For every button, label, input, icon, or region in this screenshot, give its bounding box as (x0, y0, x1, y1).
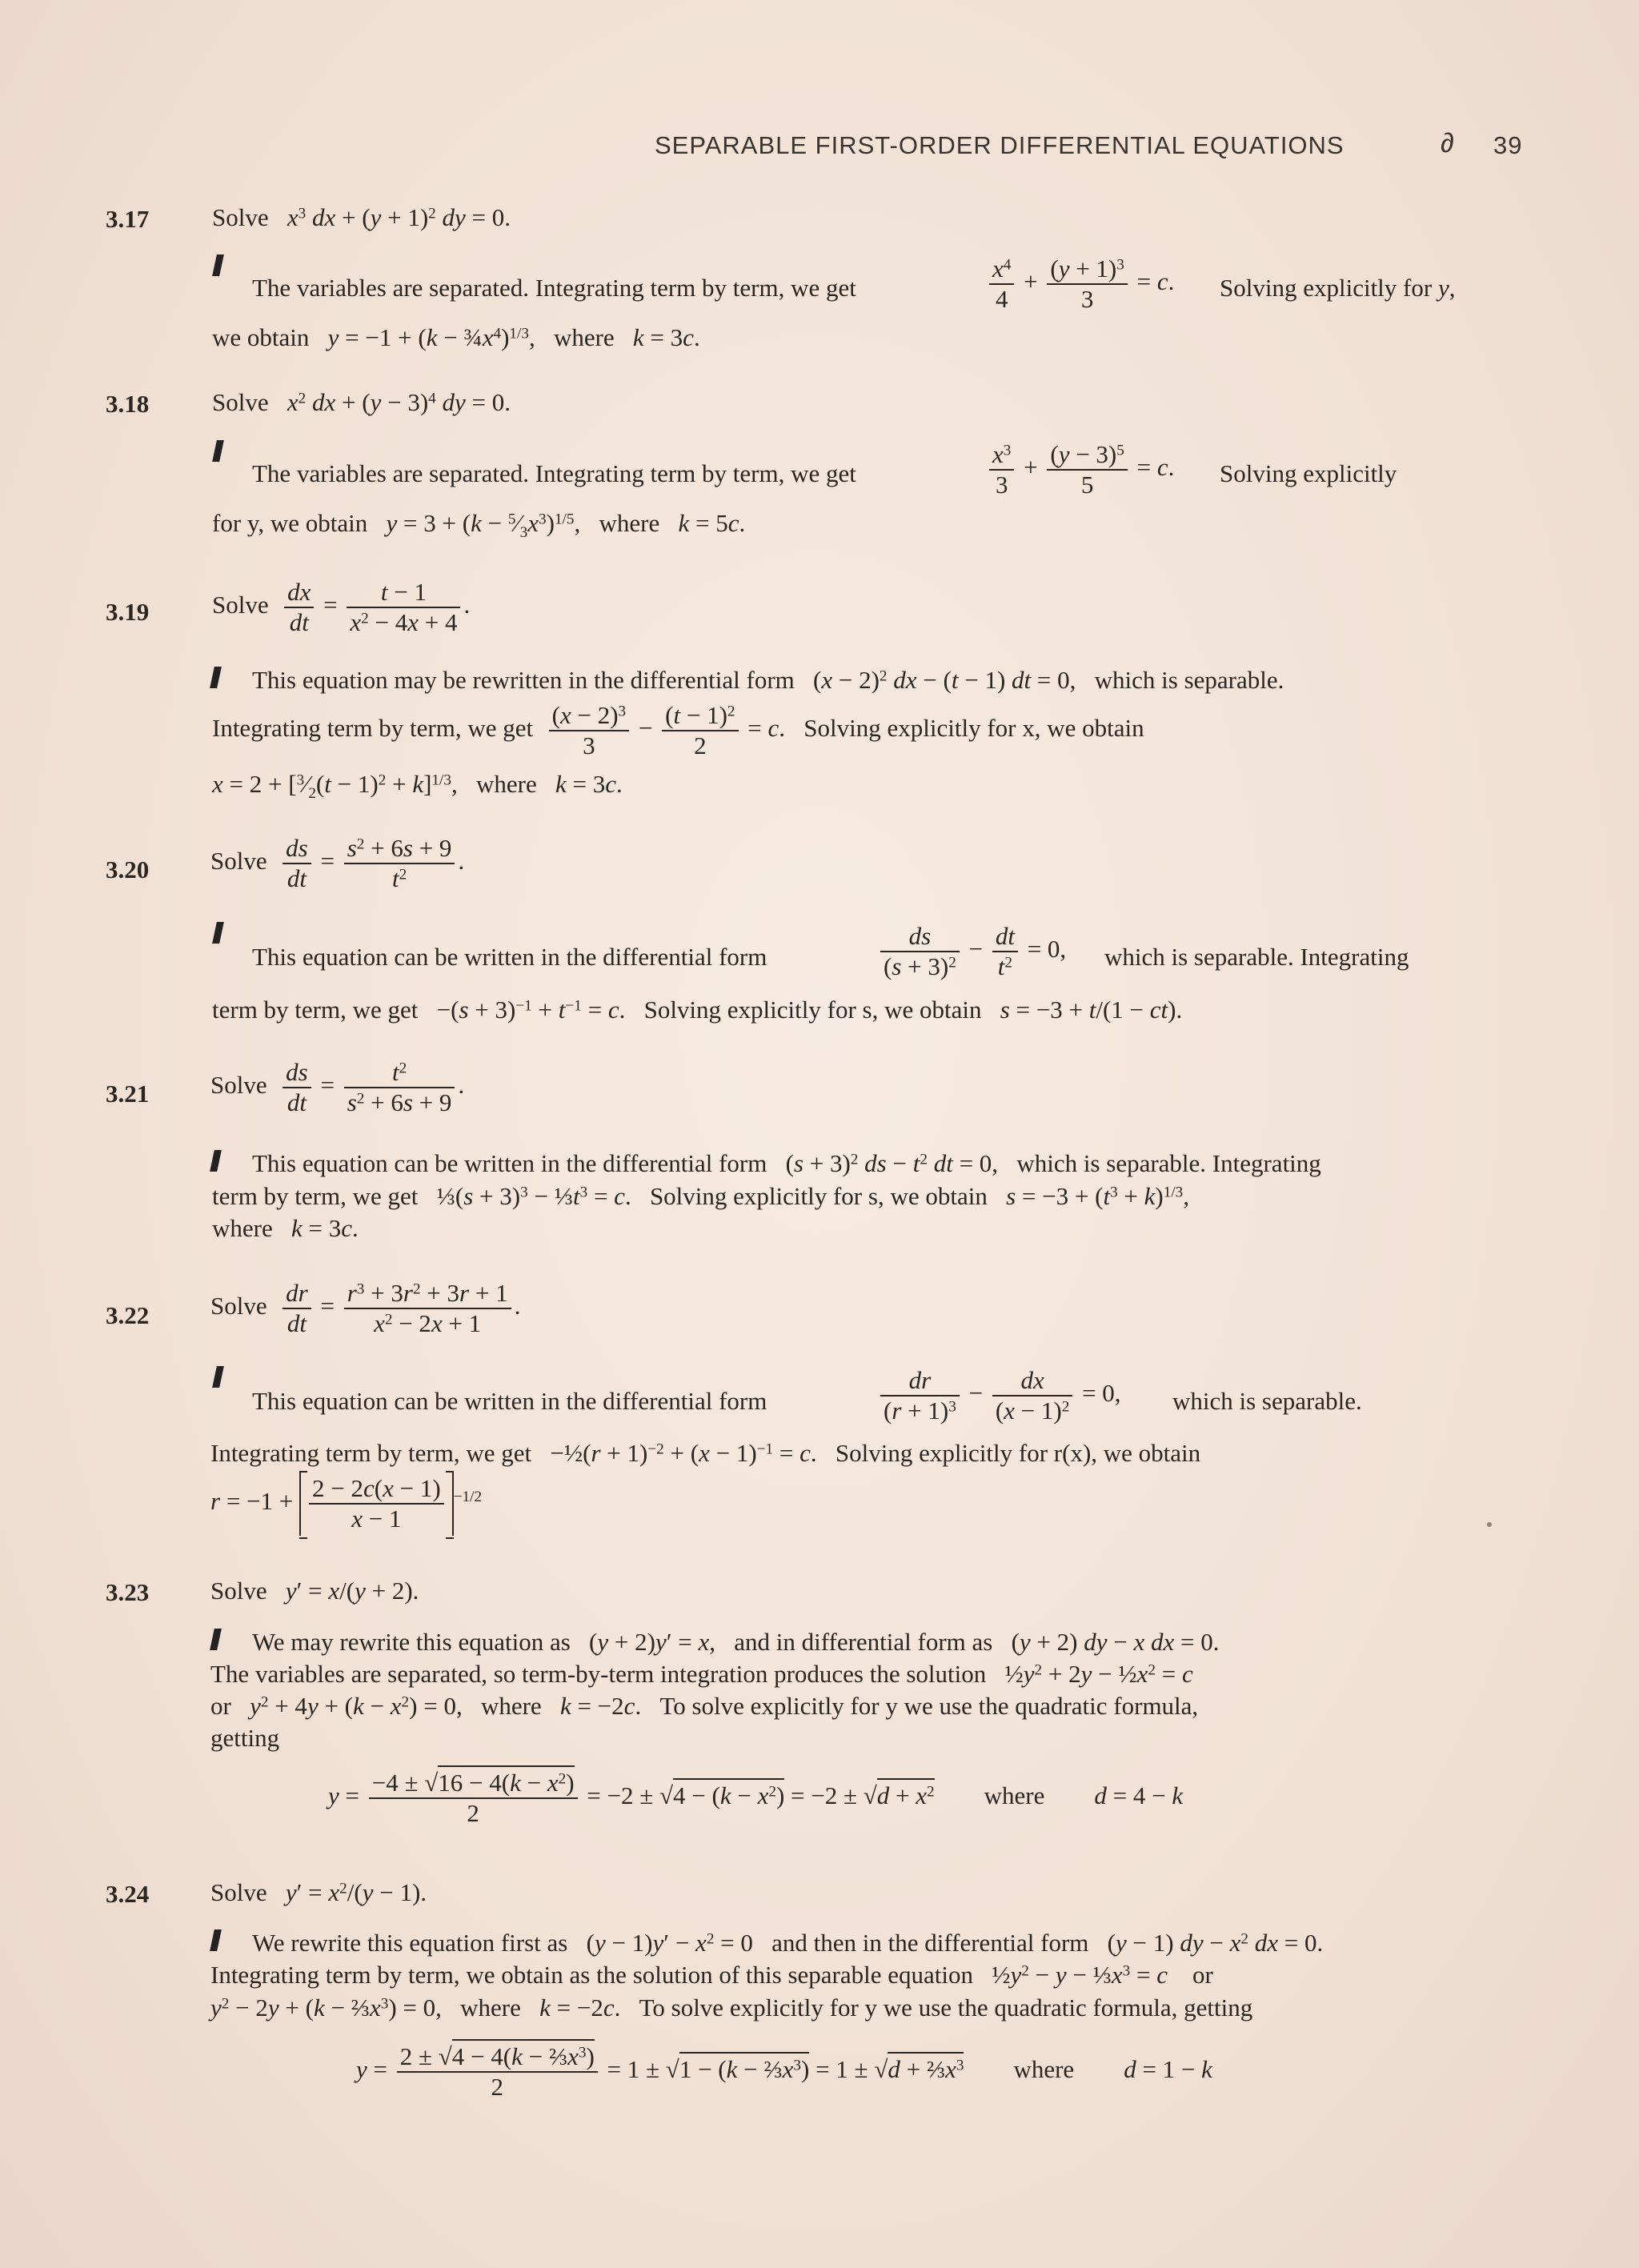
problem-statement: Solve $x^2$ dx + $(y - 3)^4$ dy = 0. (212, 388, 511, 416)
solution-text: Solving explicitly for y, (1220, 274, 1456, 302)
equation: y = $\frac{-4 \pm √16 - 4(k - x^2)}{2}$ = $-2 \pm √4 - (k - x^2) = -2 \pm √d + x^2$ where d = 4 − k (328, 1769, 1183, 1827)
solution-text: This equation may be rewritten in the differential form $(x - 2)^2$ dx − (t − 1) dt = 0, which is separable. (252, 666, 1284, 694)
solution-text: or $y^2 + 4y + (k - x^2) = 0$, where k = −2c. To solve explicitly for y we use the quadratic formula, (210, 1692, 1199, 1720)
solution-text: which is separable. Integrating (1104, 943, 1409, 971)
problem-statement: Solve $x^3$ dx + $(y + 1)^2$ dy = 0. (212, 203, 511, 231)
problem-statement: Solve y′ = x/(y + 2). (210, 1577, 419, 1605)
equation: y = $\frac{2 \pm √4 - 4(k - \frac{2}{3}x^3)}{2}$ = $1 \pm √1 - (k - \frac{2}{3}x^3) = 1 \pm √d$ + $\frac{2}{3}x^3$ where d = 1 − k (356, 2042, 1212, 2101)
solution-text: for y, we obtain $y = 3 + (k - ^5⁄_3x^3)^{1/5}$, where k = 5c. (212, 509, 746, 542)
problem-number: 3.23 (106, 1578, 150, 1606)
solution-text: Solving explicitly (1220, 459, 1397, 487)
problem-statement: Solve $y' = x^2/(y - 1)$. (210, 1878, 427, 1906)
problem-statement: Solve $\frac{ds}{dt}$ = $\frac{t^2}{s^2 + 6s + 9}$ . (210, 1058, 465, 1116)
equation: $x = 2 + [^3⁄_2(t - 1)^2 + k]^{1/3}$, where k = 3c. (212, 770, 623, 803)
solution-text: $y^2 - 2y + (k$ − $\frac{2}{3}x^3) = 0$, where k = −2c. To solve explicitly for y we use the quadratic formula, getting (210, 1994, 1253, 2022)
page-number: 39 (1493, 131, 1523, 159)
solution-text: Integrating term by term, we get −½(r + $1)^{-2} + (x - 1)^{-1} = c$. Solving explicitly for r(x), we obtain (210, 1439, 1201, 1467)
problem-number: 3.24 (106, 1880, 150, 1908)
solution-text: we obtain $y = -1 + (k - \frac{3}{4}x^4)^{1/3}$, where k = 3c. (212, 323, 700, 351)
solution-text: which is separable. (1172, 1387, 1362, 1415)
header-title: SEPARABLE FIRST-ORDER DIFFERENTIAL EQUATIONS (655, 131, 1344, 159)
paper-speck (1487, 1522, 1492, 1527)
problem-number: 3.17 (106, 205, 150, 233)
solution-text: where k = 3c. (212, 1214, 359, 1242)
solution-text: We rewrite this equation first as $(y - 1)y' - x^2 = 0$ and then in the differential form (y − 1) dy − $x^2$ dx = 0. (252, 1929, 1324, 1957)
solution-text: Integrating term by term, we obtain as the solution of this separable equation $\frac{1}{2}y^2 - y$ − $\frac{1}{3}x^3 = c$ or (210, 1961, 1213, 1989)
problem-number: 3.20 (106, 856, 150, 884)
equation: $\frac{x^3}{3}$ + $\frac{(y - 3)^5}{5}$ = c. (986, 440, 1174, 499)
equation: $\frac{dr}{(r + 1)^3}$ − $\frac{dx}{(x - 1)^2}$ = 0, (877, 1366, 1121, 1425)
problem-statement: Solve $\frac{dr}{dt}$ = $\frac{r^3 + 3r^2 + 3r + 1}{x^2 - 2x + 1}$ . (210, 1279, 521, 1337)
solution-text: term by term, we get ⅓(s + $3)^3 - \frac{1}{3}t^3 = c$. Solving explicitly for s, we obtain $s = -3 + (t^3 + k)^{1/3}$, (212, 1182, 1190, 1210)
solution-text: The variables are separated. Integrating term by term, we get (252, 274, 856, 302)
problem-number: 3.19 (106, 598, 150, 626)
problem-statement: Solve $\frac{ds}{dt}$ = $\frac{s^2 + 6s + 9}{t^2}$ . (210, 834, 465, 892)
solution-text: We may rewrite this equation as (y + 2)y′ = x, and in differential form as (y + 2) dy − x dx = 0. (252, 1628, 1220, 1656)
equation: $\frac{ds}{(s + 3)^2}$ − $\frac{dt}{t^2}$ = 0, (877, 922, 1066, 980)
solution-text: The variables are separated. Integrating term by term, we get (252, 459, 856, 487)
running-header (655, 128, 1527, 160)
problem-number: 3.22 (106, 1301, 150, 1329)
equation: r = −1 + $\frac{2 - 2c(x - 1)}{x - 1}$ $^{-1/2}$ (210, 1471, 482, 1536)
problem-statement: Solve $\frac{dx}{dt}$ = $\frac{t - 1}{x^2 - 4x + 4}$ . (212, 578, 471, 636)
solution-text: term by term, we get $-(s + 3)^{-1} + t^{-1} = c$. Solving explicitly for s, we obtain s = −3 + t/(1 − ct). (212, 996, 1183, 1024)
solution-text: Integrating term by term, we get $\frac{(x - 2)^3}{3}$ − $\frac{(t - 1)^2}{2}$ = c. Solving explicitly for x, we obtain (212, 701, 1144, 759)
equation: $\frac{x^4}{4}$ + $\frac{(y + 1)^3}{3}$ = c. (986, 254, 1174, 313)
problem-number: 3.18 (106, 390, 150, 418)
header-symbol: ∂ (1441, 128, 1455, 158)
solution-text: This equation can be written in the differential form $(s + 3)^2$ ds − $t^2$ dt = 0, which is separable. Integrating (252, 1149, 1321, 1177)
solution-text: This equation can be written in the differential form (252, 943, 767, 971)
solution-text: getting (210, 1724, 280, 1752)
solution-text: This equation can be written in the differential form (252, 1387, 767, 1415)
problem-number: 3.21 (106, 1080, 150, 1108)
solution-text: The variables are separated, so term-by-term integration produces the solution $\frac{1}{2}y^2 + 2y$ − $\frac{1}{2}x^2 = c$ (210, 1660, 1193, 1688)
